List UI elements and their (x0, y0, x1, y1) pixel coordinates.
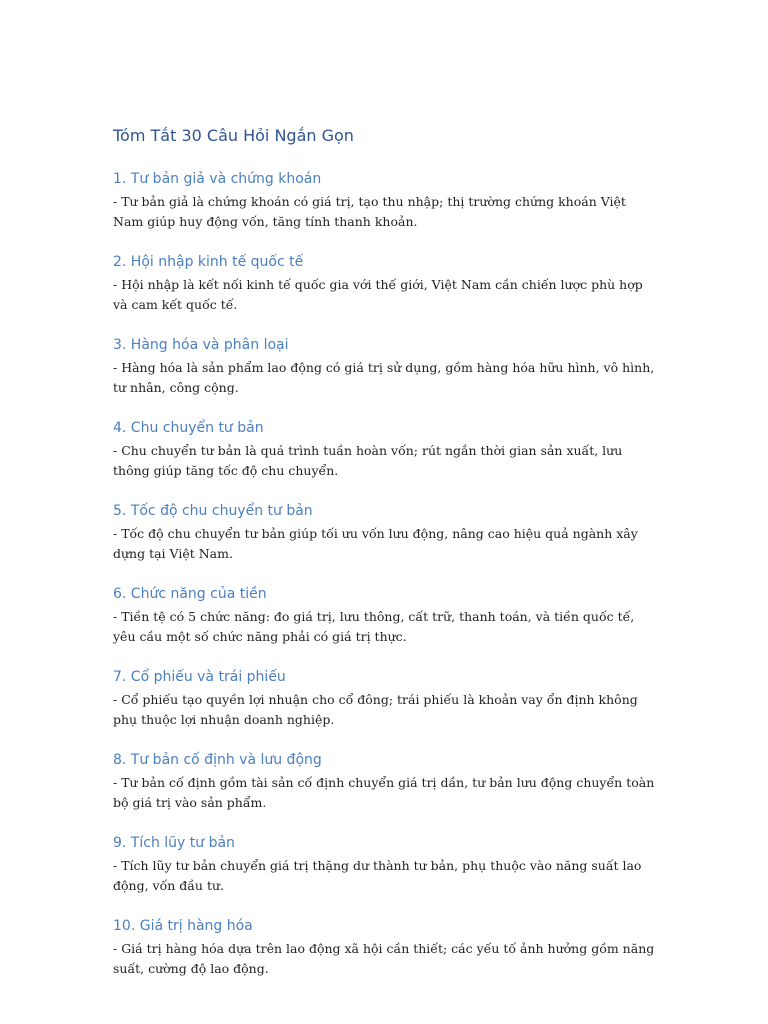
section-6 (113, 584, 658, 647)
section-body: - Tư bản cố định gồm tài sản cố định chuyển giá trị dần, tư bản lưu động chuyển toàn bộ giá trị vào sản phẩm. (113, 775, 655, 810)
document-title: Tóm Tắt 30 Câu Hỏi Ngắn Gọn (113, 126, 354, 145)
section-5 (113, 501, 658, 564)
section-body: - Tích lũy tư bản chuyển giá trị thặng dư thành tư bản, phụ thuộc vào năng suất lao động, vốn đầu tư. (113, 858, 642, 893)
section-body: - Tư bản giả là chứng khoán có giá trị, tạo thu nhập; thị trường chứng khoán Việt Nam giúp huy động vốn, tăng tính thanh khoản. (113, 194, 626, 229)
section-heading: 5. Tốc độ chu chuyển tư bản (113, 503, 313, 519)
section-body: - Hội nhập là kết nối kinh tế quốc gia với thế giới, Việt Nam cần chiến lược phù hợp và cam kết quốc tế. (113, 277, 643, 312)
section-7 (113, 667, 658, 730)
document-page (113, 124, 658, 999)
section-body: - Chu chuyển tư bản là quá trình tuần hoàn vốn; rút ngắn thời gian sản xuất, lưu thông giúp tăng tốc độ chu chuyển. (113, 443, 623, 478)
section-body: - Cổ phiếu tạo quyền lợi nhuận cho cổ đông; trái phiếu là khoản vay ổn định không phụ thuộc lợi nhuận doanh nghiệp. (113, 692, 638, 727)
section-3 (113, 335, 658, 398)
section-body: - Giá trị hàng hóa dựa trên lao động xã hội cần thiết; các yếu tố ảnh hưởng gồm năng suất, cường độ lao động. (113, 941, 655, 976)
section-heading: 6. Chức năng của tiền (113, 586, 267, 602)
section-heading: 7. Cổ phiếu và trái phiếu (113, 669, 286, 685)
section-body: - Tốc độ chu chuyển tư bản giúp tối ưu vốn lưu động, nâng cao hiệu quả ngành xây dựng tại Việt Nam. (113, 526, 638, 561)
section-heading: 4. Chu chuyển tư bản (113, 420, 264, 436)
section-9 (113, 833, 658, 896)
section-heading: 1. Tư bản giả và chứng khoán (113, 171, 322, 187)
section-10 (113, 916, 658, 979)
section-heading: 10. Giá trị hàng hóa (113, 918, 253, 934)
section-heading: 8. Tư bản cố định và lưu động (113, 752, 322, 768)
section-heading: 2. Hội nhập kinh tế quốc tế (113, 254, 304, 270)
section-heading: 3. Hàng hóa và phân loại (113, 337, 289, 353)
section-2 (113, 252, 658, 315)
section-8 (113, 750, 658, 813)
section-body: - Hàng hóa là sản phẩm lao động có giá trị sử dụng, gồm hàng hóa hữu hình, vô hình, tư nhân, công cộng. (113, 360, 655, 395)
section-4 (113, 418, 658, 481)
section-body: - Tiền tệ có 5 chức năng: đo giá trị, lưu thông, cất trữ, thanh toán, và tiền quốc tế, yêu cầu một số chức năng phải có giá trị thực. (113, 609, 635, 644)
section-1 (113, 169, 658, 232)
section-heading: 9. Tích lũy tư bản (113, 835, 235, 851)
